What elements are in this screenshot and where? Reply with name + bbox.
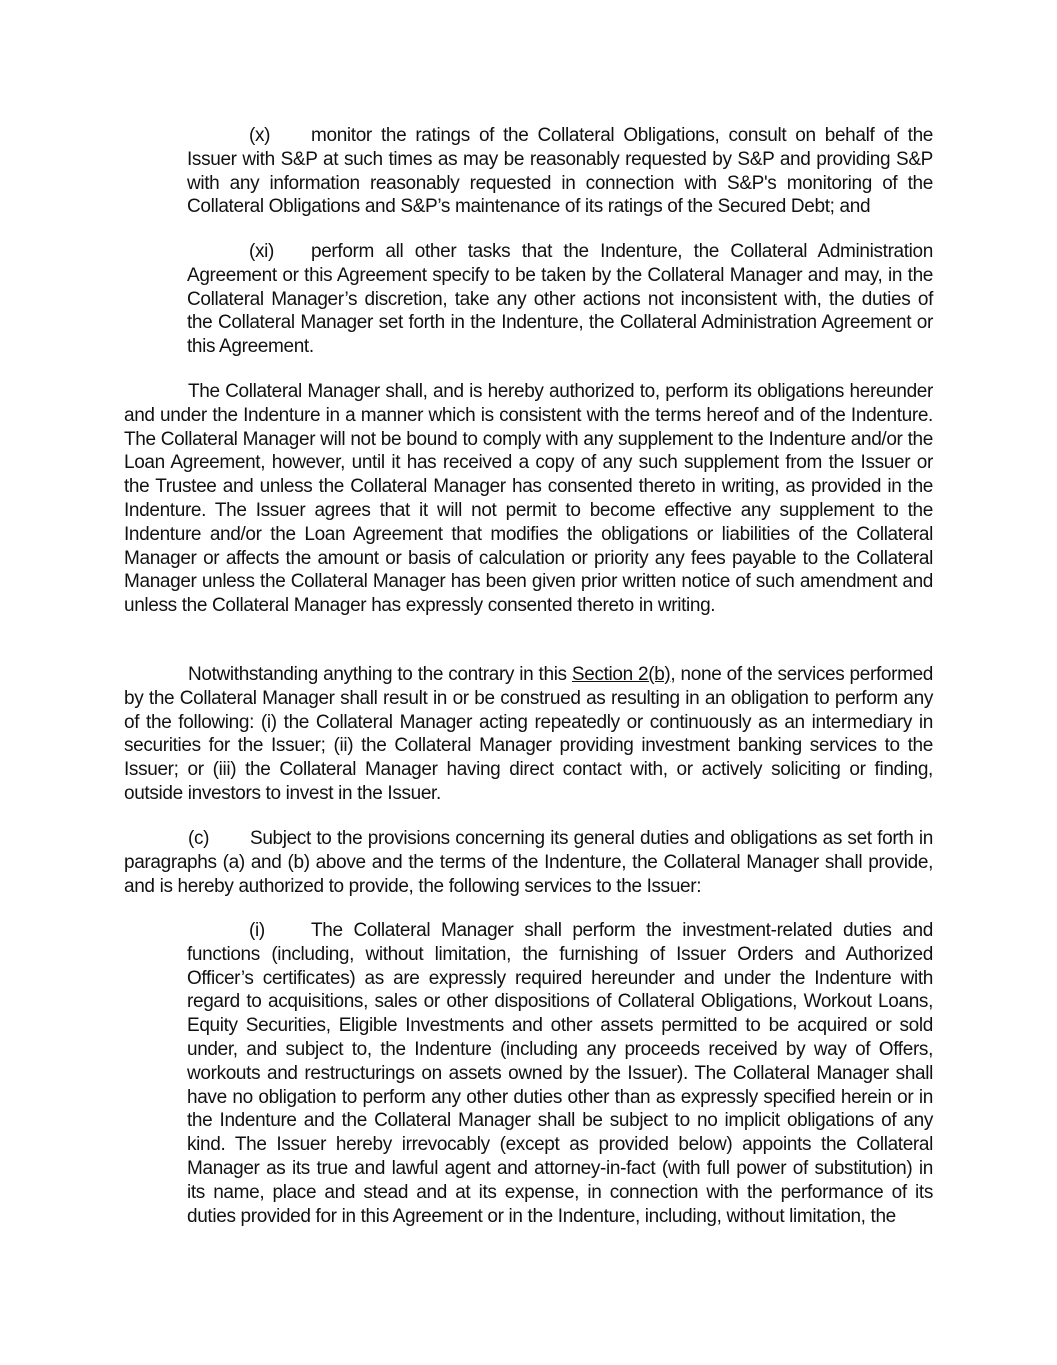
clause-text: Subject to the provisions concerning its general duties and obligations as set forth in paragraphs (a) and (b) above and the terms of the Indenture, the Collateral Manager shall provide, and is hereby authorized to provide, the following services to the Issuer: <box>124 828 933 897</box>
clause-number: (xi) <box>249 241 274 262</box>
clause-text: The Collateral Manager shall perform the investment-related duties and functions (including, without limitation, the furnishing of Issuer Orders and Authorized Officer’s certificates) as are expressly required hereunder and under the Indenture with regard to acquisitions, sales or other dispositions of Collateral Obligations, Workout Loans, Equity Securities, Eligible Investments and other assets permitted to be acquired or sold under, and subject to, the Indenture (including any proceeds received by way of Offers, workouts and restructurings on assets owned by the Issuer). The Collateral Manager shall have no obligation to perform any other duties other than as expressly specified herein or in the Indenture and the Collateral Manager shall be subject to no implicit obligations of any kind. The Issuer hereby irrevocably (except as provided below) appoints the Collateral Manager as its true and lawful agent and attorney-in-fact (with full power of substitution) in its name, place and stead and at its expense, in connection with the performance of its duties provided for in this Agreement or in the Indenture, including, without limitation, the <box>187 920 933 1227</box>
clause-number: (c) <box>188 828 210 849</box>
clause-text: monitor the ratings of the Collateral Obligations, consult on behalf of the Issuer with S&P at such times as may be reasonably requested by S&P and providing S&P with any information reasonably requested in connection with S&P's monitoring of the Collateral Obligations and S&P’s maintenance of its ratings of the Secured Debt; and <box>187 125 933 218</box>
section-reference-link[interactable]: Section 2(b) <box>571 664 671 685</box>
clause-text: perform all other tasks that the Indenture, the Collateral Administration Agreement or this Agreement specify to be taken by the Collateral Manager and may, in the Collateral Manager’s discretion, take any other actions not inconsistent with, the duties of the Collateral Manager set forth in the Indenture, the Collateral Administration Agreement or this Agreement. <box>187 241 933 358</box>
clause-x <box>187 124 933 219</box>
clause-number: (x) <box>249 125 271 146</box>
notwithstanding-paragraph <box>124 663 933 806</box>
clause-number: (i) <box>249 920 265 941</box>
clause-c <box>124 827 933 898</box>
paragraph-text: The Collateral Manager shall, and is hereby authorized to, perform its obligations hereunder and under the Indenture in a manner which is consistent with the terms hereof and of the Indenture. The Collateral Manager will not be bound to comply with any supplement to the Indenture and/or the Loan Agreement, however, until it has received a copy of any such supplement from the Issuer or the Trustee and unless the Collateral Manager has consented thereto in writing, as provided in the Indenture. The Issuer agrees that it will not permit to become effective any supplement to the Indenture and/or the Loan Agreement that modifies the obligations or liabilities of the Collateral Manager or affects the amount or basis of calculation or priority any fees payable to the Collateral Manager unless the Collateral Manager has been given prior written notice of such amendment and unless the Collateral Manager has expressly consented thereto in writing. <box>124 381 933 617</box>
paragraph-text-after-ref: , none of the services performed by the Collateral Manager shall result in or be construed as resulting in an obligation to perform any of the following: (i) the Collateral Manager acting repeatedly or continuously as an intermediary in securities for the Issuer; (ii) the Collateral Manager providing investment banking services to the Issuer; or (iii) the Collateral Manager having direct contact with, or actively soliciting or finding, outside investors to invest in the Issuer. <box>124 664 934 804</box>
clause-c-i <box>187 919 933 1228</box>
paragraph-text-before-ref: Notwithstanding anything to the contrary in this <box>188 664 572 685</box>
authorization-paragraph <box>124 380 933 618</box>
clause-xi <box>187 240 933 359</box>
